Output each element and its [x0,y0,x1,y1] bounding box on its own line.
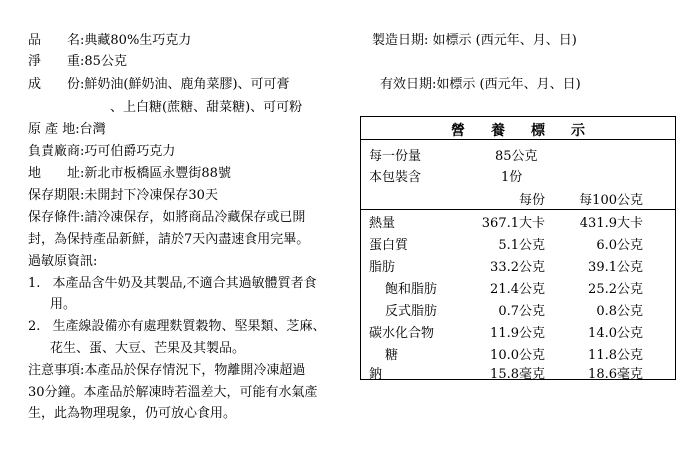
notice-line2: 30分鐘。本產品於解凍時若溫差大，可能有水氣產 [28,385,318,400]
nutrient-name: 碳水化合物 [369,326,435,341]
nutrient-per-serving: 33.2公克 [490,260,545,275]
origin-value: :台灣 [75,122,106,137]
nutrient-per-100g: 0.8公克 [596,304,643,319]
nutrition-facts-table [360,116,676,380]
nutrient-per-100g: 39.1公克 [588,260,643,275]
nutrient-per-serving: 21.4公克 [490,282,545,297]
manufacturer-value: :巧可伯爵巧克力 [80,144,176,159]
allergen-item-text: 生產線設備亦有處理麩質穀物、堅果類、芝麻、 [52,319,326,334]
table-divider [361,139,675,140]
net-weight-label: 淨 重 [28,54,81,69]
origin-row [28,118,106,137]
nutrient-per-100g: 11.8公克 [588,348,643,363]
nutrient-per-100g: 431.9大卡 [579,216,643,231]
column-header-per-serving: 每份 [518,193,545,208]
nutrient-per-100g: 25.2公克 [588,282,643,297]
allergen-item-2-line2: 花生、蛋、大豆、芒果及其製品。 [50,341,246,356]
serving-size-value: 85公克 [495,149,538,164]
nutrient-name: 反式脂肪 [385,304,438,319]
allergen-item-2 [28,315,326,334]
manufacturer-row [28,140,175,159]
origin-label: 原 產 地 [28,122,76,137]
storage-line2: 封，為保持產品新鮮，請於7天內盡速食用完畢。 [28,232,310,247]
exp-date-label: 有效日期 [380,77,433,92]
servings-label: 本包裝含 [369,170,422,185]
allergen-title: 過敏原資訊: [28,254,98,269]
nutrient-name: 飽和脂肪 [385,282,438,297]
notice-line1: 注意事項:本產品於保存情況下，物離開冷凍超過 [28,363,306,378]
column-header-per-100g: 每100公克 [579,193,643,208]
nutrient-name: 熱量 [369,216,396,231]
address-value: :新北市板橋區永豐街88號 [80,166,231,181]
net-weight-row [28,50,127,69]
allergen-item-number: 2. [28,319,41,334]
product-name-value: :典藏80%生巧克力 [80,33,192,48]
ingredients-label: 成 份 [28,77,81,92]
manufacturer-label: 負責廠商 [28,144,81,159]
shelf-life-label: 保存期限 [28,188,81,203]
ingredients-line1: :鮮奶油(鮮奶油、鹿角菜膠)、可可膏 [80,77,290,92]
mfg-date-label: 製造日期 [372,33,425,48]
allergen-item-1 [28,272,317,291]
exp-date-row [380,73,581,92]
net-weight-value: :85公克 [80,54,127,69]
shelf-life-row [28,184,218,203]
mfg-date-value: : 如標示 (西元年、月、日) [424,33,577,48]
nutrient-per-serving: 11.9公克 [490,326,545,341]
allergen-item-text: 本產品含牛奶及其製品,不適合其過敏體質者食 [52,276,317,291]
notice-line3: 生，此為物理現象，仍可放心食用。 [28,406,237,421]
nutrient-per-serving: 5.1公克 [498,238,545,253]
nutrient-per-100g: 18.6毫克 [588,367,643,382]
exp-date-value: :如標示 (西元年、月、日) [432,77,581,92]
address-label: 地 址 [28,166,81,181]
mfg-date-row [372,29,577,48]
nutrient-per-100g: 6.0公克 [596,238,643,253]
nutrient-per-serving: 0.7公克 [498,304,545,319]
nutrient-name: 脂肪 [369,260,396,275]
nutrition-title: 營養標示 [451,123,611,139]
nutrient-per-serving: 10.0公克 [490,348,545,363]
storage-line1: 保存條件:請冷凍保存，如將商品冷藏保存或已開 [28,210,306,225]
nutrient-name: 鈉 [369,367,383,382]
product-name-label: 品 名 [28,33,81,48]
ingredients-row [28,73,290,92]
nutrient-per-serving: 15.8毫克 [490,367,545,382]
allergen-item-1-line2: 用。 [50,297,77,312]
nutrient-per-100g: 14.0公克 [588,326,643,341]
shelf-life-value: :未開封下冷凍保存30天 [80,188,218,203]
allergen-item-number: 1. [28,276,41,291]
table-divider [361,209,675,210]
product-name-row [28,29,191,48]
address-row [28,162,231,181]
nutrient-name: 糖 [385,348,399,363]
nutrient-per-serving: 367.1大卡 [481,216,545,231]
ingredients-line2: 、上白糖(蔗糖、甜菜糖)、可可粉 [110,100,303,115]
nutrient-name: 蛋白質 [369,238,409,253]
servings-value: 1份 [501,170,523,185]
serving-size-label: 每一份量 [369,149,422,164]
